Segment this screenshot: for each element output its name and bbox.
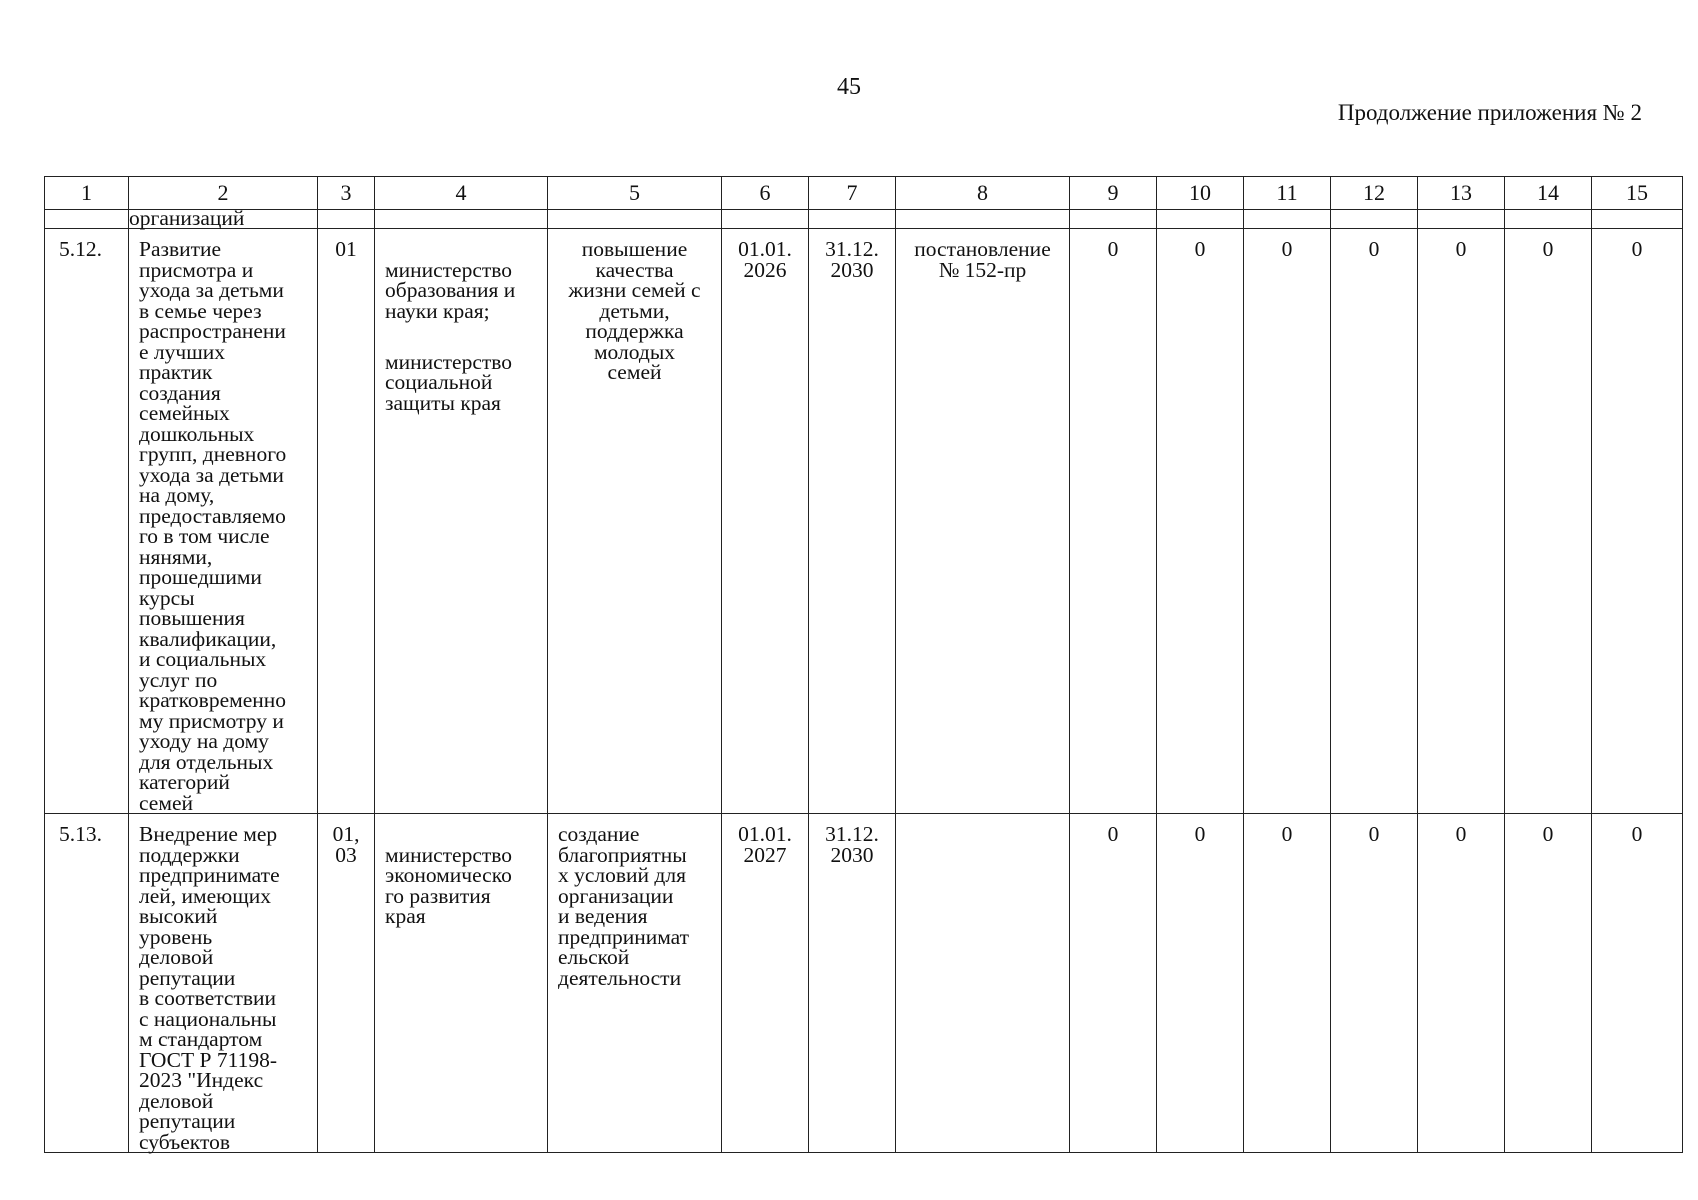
value-col-14: 0 [1542, 822, 1554, 846]
column-header-1: 1 [45, 177, 129, 210]
measure-name: Внедрение мер поддержки предпринимате лей, имеющих высокий уровень деловой репутации в соответствии с национальны м стандартом ГОСТ Р 71198- 2023 "Индекс деловой репутации субъектов [139, 822, 280, 1154]
column-header-13: 13 [1418, 177, 1505, 210]
expected-result: повышение качества жизни семей с детьми, поддержка молодых семей [568, 237, 701, 384]
column-header-8: 8 [896, 177, 1070, 210]
value-col-9: 0 [1107, 822, 1119, 846]
end-date: 31.12. 2030 [825, 822, 879, 867]
column-header-4: 4 [375, 177, 548, 210]
column-header-7: 7 [809, 177, 896, 210]
continuation-row [45, 210, 1683, 229]
continuation-text: организаций [129, 210, 318, 229]
value-col-15: 0 [1631, 237, 1643, 261]
column-header-15: 15 [1592, 177, 1683, 210]
column-header-14: 14 [1505, 177, 1592, 210]
column-header-11: 11 [1244, 177, 1331, 210]
value-col-13: 0 [1455, 822, 1467, 846]
value-col-12: 0 [1368, 237, 1380, 261]
column-header-3: 3 [318, 177, 375, 210]
row-number: 5.13. [59, 822, 102, 846]
legal-document: постановление № 152-пр [914, 237, 1051, 282]
column-header-5: 5 [548, 177, 722, 210]
column-header-6: 6 [722, 177, 809, 210]
table-row [45, 229, 1683, 814]
column-header-12: 12 [1331, 177, 1418, 210]
value-col-11: 0 [1281, 822, 1293, 846]
column-header-10: 10 [1157, 177, 1244, 210]
expected-result: создание благоприятны х условий для организации и ведения предпринимат ельской деятельности [558, 822, 690, 990]
end-date: 31.12. 2030 [825, 237, 879, 282]
value-col-10: 0 [1194, 822, 1206, 846]
start-date: 01.01. 2027 [738, 822, 792, 867]
appendix-table [44, 176, 1683, 1153]
page-number: 45 [837, 74, 861, 100]
responsible-org: министерство образования и науки края; [385, 257, 516, 323]
table-row [45, 814, 1683, 1153]
responsible-org: министерство социальной защиты края [385, 349, 513, 415]
appendix-continuation-note: Продолжение приложения № 2 [1337, 100, 1642, 125]
value-col-11: 0 [1281, 237, 1293, 261]
column-header-9: 9 [1070, 177, 1157, 210]
value-col-13: 0 [1455, 237, 1467, 261]
legal-document [896, 814, 1069, 824]
start-date: 01.01. 2026 [738, 237, 792, 282]
responsible-org: министерство экономическо го развития края [385, 842, 513, 928]
value-col-10: 0 [1194, 237, 1206, 261]
code-value: 01 [335, 237, 357, 261]
column-header-2: 2 [129, 177, 318, 210]
row-number: 5.12. [59, 237, 102, 261]
measure-name: Развитие присмотра и ухода за детьми в семье через распространени е лучших практик создания семейных дошкольных групп, дневного ухода за детьми на дому, предоставляемо го в том числе нянями, прошедшими курсы повышения квалификации, и социальных услуг по кратковременно му присмотру и уходу на дому для отдельных категорий семей [139, 237, 287, 815]
value-col-14: 0 [1542, 237, 1554, 261]
code-value: 01, 03 [332, 822, 360, 867]
value-col-12: 0 [1368, 822, 1380, 846]
column-number-header-row [45, 177, 1683, 210]
value-col-15: 0 [1631, 822, 1643, 846]
value-col-9: 0 [1107, 237, 1119, 261]
